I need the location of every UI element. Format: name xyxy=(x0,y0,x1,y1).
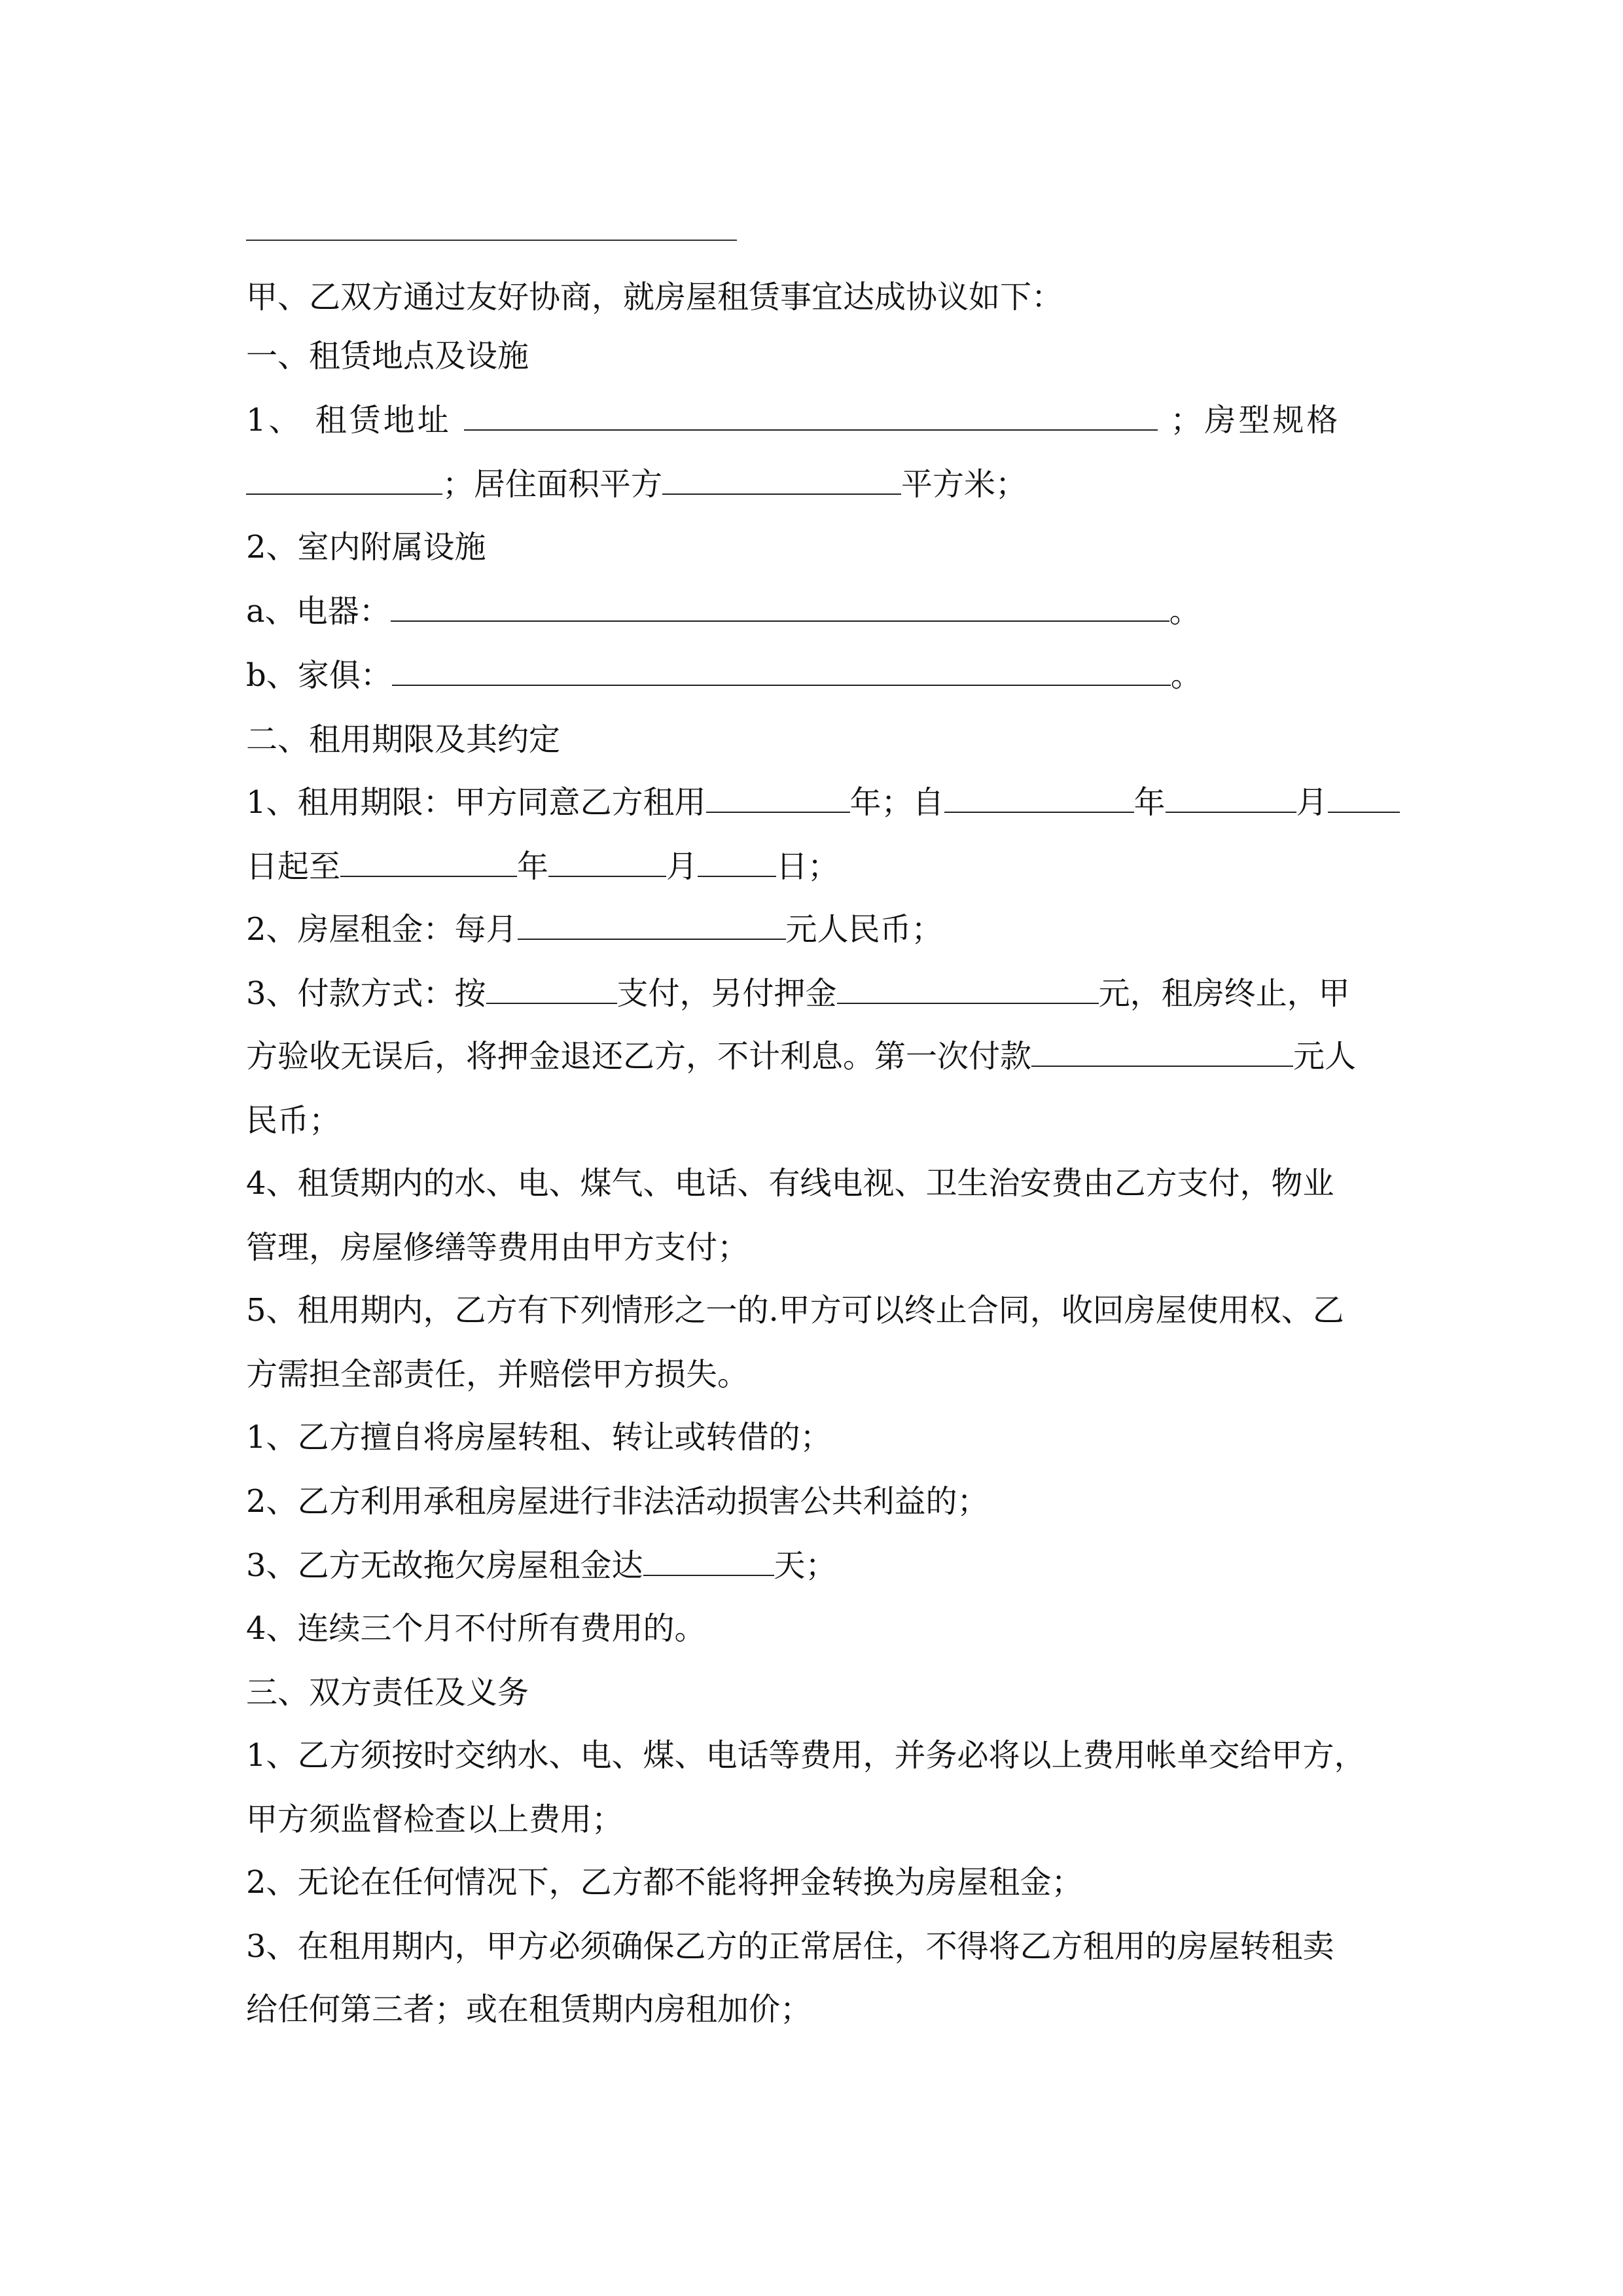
start-month-blank[interactable] xyxy=(1166,783,1296,813)
payment-label: 3、付款方式：按 xyxy=(246,975,486,1012)
fees-line-1 xyxy=(246,1160,1398,1207)
furniture-blank[interactable] xyxy=(392,656,1171,686)
start-year-label: 年 xyxy=(1133,784,1166,821)
overdue-days-blank[interactable] xyxy=(643,1546,774,1576)
termination-text-1: 5、租用期内，乙方有下列情形之一的.甲方可以终止合同，收回房屋使用权、乙 xyxy=(246,1292,1344,1329)
term-line-2 xyxy=(246,843,1398,890)
term-years-blank[interactable] xyxy=(706,783,850,813)
term-from-label: 年；自 xyxy=(849,784,944,821)
furniture-period: 。 xyxy=(1170,657,1202,694)
duty-3-line-2 xyxy=(246,1986,1398,2033)
appliances-blank[interactable] xyxy=(391,592,1169,622)
payment-line-3-text: 民币； xyxy=(246,1102,341,1139)
termination-line-1 xyxy=(246,1287,1398,1334)
section-2-title xyxy=(246,716,1398,763)
address-line xyxy=(246,397,1398,444)
rent-line xyxy=(246,906,1398,953)
term-label: 1、租用期限：甲方同意乙方租用 xyxy=(246,784,706,821)
payment-line-1 xyxy=(246,970,1398,1017)
duty-1-text-2: 甲方须监督检查以上费用； xyxy=(246,1801,624,1838)
term-line-1 xyxy=(246,779,1398,826)
duty-3-text-1: 3、在租用期内，甲方必须确保乙方的正常居住，不得将乙方租用的房屋转租卖 xyxy=(246,1928,1334,1965)
duty-2 xyxy=(246,1859,1398,1906)
section-3-title xyxy=(246,1669,1398,1716)
condition-3 xyxy=(246,1542,1398,1589)
start-day-blank[interactable] xyxy=(1328,783,1400,813)
appliances-line xyxy=(246,588,1398,635)
intro-text: 甲、乙双方通过友好协商，就房屋租赁事宜达成协议如下： xyxy=(246,279,1063,315)
condition-4-text: 4、连续三个月不付所有费用的。 xyxy=(246,1610,706,1647)
duty-3-line-1 xyxy=(246,1923,1398,1970)
end-month-blank[interactable] xyxy=(548,847,666,877)
section-1-title-text: 一、租赁地点及设施 xyxy=(246,338,529,374)
facilities-title xyxy=(246,524,1398,571)
rent-label: 2、房屋租金：每月 xyxy=(246,911,518,948)
overdue-days-unit: 天； xyxy=(774,1547,837,1584)
start-month-label: 月 xyxy=(1296,784,1328,821)
deposit-blank[interactable] xyxy=(837,974,1099,1004)
condition-2 xyxy=(246,1478,1398,1525)
area-label: ；居住面积平方 xyxy=(442,466,663,503)
area-blank[interactable] xyxy=(662,465,901,495)
fees-text-2: 管理，房屋修缮等费用由甲方支付； xyxy=(246,1229,749,1266)
rent-blank[interactable] xyxy=(518,910,786,940)
payment-line-3 xyxy=(246,1097,1398,1144)
section-3-title-text: 三、双方责任及义务 xyxy=(246,1674,529,1711)
end-year-label: 年 xyxy=(517,848,549,885)
fees-text-1: 4、租赁期内的水、电、煤气、电话、有线电视、卫生治安费由乙方支付，物业 xyxy=(246,1165,1334,1202)
termination-text-2: 方需担全部责任，并赔偿甲方损失。 xyxy=(246,1356,749,1393)
address-blank[interactable] xyxy=(464,401,1158,431)
end-label: 日起至 xyxy=(246,848,341,885)
condition-4 xyxy=(246,1605,1398,1652)
appliances-period: 。 xyxy=(1169,593,1201,630)
area-line xyxy=(246,461,1398,508)
rent-unit: 元人民币； xyxy=(785,911,943,948)
furniture-line xyxy=(246,652,1398,699)
first-payment-unit: 元人 xyxy=(1293,1038,1357,1075)
area-unit: 平方米； xyxy=(901,466,1027,503)
first-payment-blank[interactable] xyxy=(1031,1037,1293,1067)
duty-1-text-1: 1、乙方须按时交纳水、电、煤、电话等费用，并务必将以上费用帐单交给甲方， xyxy=(246,1737,1366,1774)
facilities-title-text: 2、室内附属设施 xyxy=(246,529,486,565)
fees-line-2 xyxy=(246,1224,1398,1271)
address-label: 1、 租赁地址 xyxy=(246,402,452,439)
header-rule xyxy=(246,240,737,241)
start-year-blank[interactable] xyxy=(944,783,1134,813)
end-month-label: 月 xyxy=(666,848,698,885)
condition-2-text: 2、乙方利用承租房屋进行非法活动损害公共利益的； xyxy=(246,1483,989,1520)
duty-1-line-2 xyxy=(246,1796,1398,1843)
appliances-label: a、电器： xyxy=(246,593,391,630)
section-1-title xyxy=(246,332,1398,380)
deposit-label: 支付，另付押金 xyxy=(616,975,837,1012)
termination-line-2 xyxy=(246,1351,1398,1398)
first-payment-label: 方验收无误后，将押金退还乙方，不计利息。第一次付款 xyxy=(246,1038,1032,1075)
condition-1-text: 1、乙方擅自将房屋转租、转让或转借的； xyxy=(246,1419,832,1456)
end-year-blank[interactable] xyxy=(340,847,517,877)
end-day-label: 日； xyxy=(776,848,840,885)
condition-1 xyxy=(246,1414,1398,1461)
intro-line xyxy=(246,274,1398,321)
deposit-tail: 元，租房终止，甲 xyxy=(1098,975,1350,1012)
duty-3-text-2: 给任何第三者；或在租赁期内房租加价； xyxy=(246,1991,812,2028)
payment-cycle-blank[interactable] xyxy=(486,974,617,1004)
payment-line-2 xyxy=(246,1033,1398,1080)
section-2-title-text: 二、租用期限及其约定 xyxy=(246,721,561,758)
furniture-label: b、家俱： xyxy=(246,657,392,694)
room-type-blank[interactable] xyxy=(246,465,442,495)
room-type-label: ；房型规格 xyxy=(1170,402,1341,439)
duty-2-text: 2、无论在任何情况下，乙方都不能将押金转换为房屋租金； xyxy=(246,1864,1083,1901)
end-day-blank[interactable] xyxy=(698,847,776,877)
duty-1-line-1 xyxy=(246,1732,1398,1779)
condition-3-label: 3、乙方无故拖欠房屋租金达 xyxy=(246,1547,643,1584)
